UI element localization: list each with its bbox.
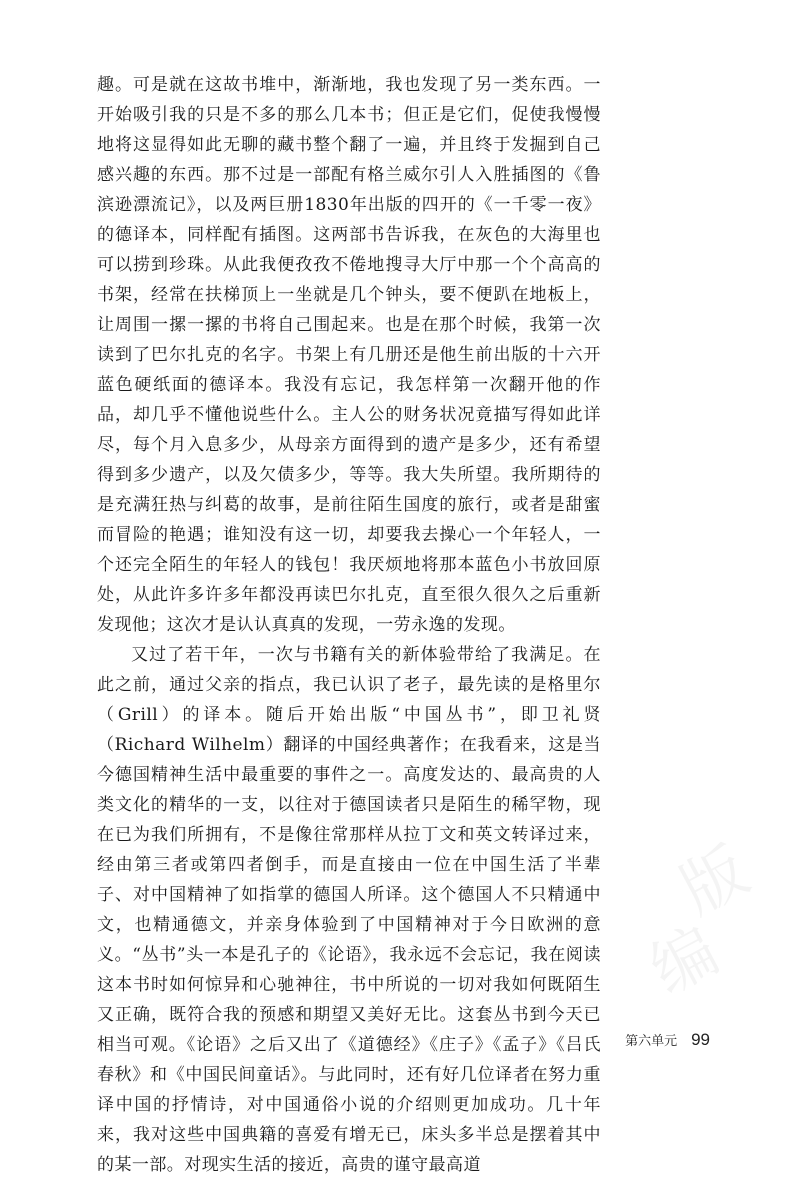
paragraph-continued: 趣。可是就在这故书堆中，渐渐地，我也发现了另一类东西。一开始吸引我的只是不多的那么几本书；但正是它们，促使我慢慢地将这显得如此无聊的藏书整个翻了一遍，并且终于发掘到自己感兴趣的东西。那不过是一部配有格兰威尔引人入胜插图的《鲁滨逊漂流记》，以及两巨册1830年出版的四开的《一千零一夜》的德译本，同样配有插图。这两部书告诉我，在灰色的大海里也可以捞到珍珠。从此我便孜孜不倦地搜寻大厅中那一个个高高的书架，经常在扶梯顶上一坐就是几个钟头，要不便趴在地板上，让周围一摞一摞的书将自己围起来。也是在那个时候，我第一次读到了巴尔扎克的名字。书架上有几册还是他生前出版的十六开蓝色硬纸面的德译本。我没有忘记，我怎样第一次翻开他的作品，却几乎不懂他说些什么。主人公的财务状况竟描写得如此详尽，每个月入息多少，从母亲方面得到的遗产是多少，还有希望得到多少遗产，以及欠债多少，等等。我大失所望。我所期待的是充满狂热与纠葛的故事，是前往陌生国度的旅行，或者是甜蜜而冒险的艳遇；谁知没有这一切，却要我去操心一个年轻人，一个还完全陌生的年轻人的钱包！我厌烦地将那本蓝色小书放回原处，从此许多许多年都没再读巴尔扎克，直至很久很久之后重新发现他；这次才是认认真真的发现，一劳永逸的发现。 <box>97 75 601 635</box>
unit-label: 第六单元 <box>625 1034 678 1049</box>
page-footer <box>625 1030 710 1050</box>
body-text <box>97 70 601 1180</box>
paragraph-new: 又过了若干年，一次与书籍有关的新体验带给了我满足。在此之前，通过父亲的指点，我已认识了老子，最先读的是格里尔（Grill）的译本。随后开始出版“中国丛书”，即卫礼贤（Richard Wilhelm）翻译的中国经典著作；在我看来，这是当今德国精神生活中最重要的事件之一。高度发达的、最高贵的人类文化的精华的一支，以往对于德国读者只是陌生的稀罕物，现在已为我们所拥有，不是像往常那样从拉丁文和英文转译过来，经由第三者或第四者倒手，而是直接由一位在中国生活了半辈子、对中国精神了如指掌的德国人所译。这个德国人不只精通中文，也精通德文，并亲身体验到了中国精神对于今日欧洲的意义。“丛书”头一本是孔子的《论语》，我永远不会忘记，我在阅读这本书时如何惊异和心驰神往，书中所说的一切对我如何既陌生又正确，既符合我的预感和期望又美好无比。这套丛书到今天已相当可观。《论语》之后又出了《道德经》《庄子》《孟子》《吕氏春秋》和《中国民间童话》。与此同时，还有好几位译者在努力重译中国的抒情诗，对中国通俗小说的介绍则更加成功。几十年来，我对这些中国典籍的喜爱有增无已，床头多半总是摆着其中的某一部。对现实生活的接近，高贵的谨守最高道 <box>97 645 601 1175</box>
page-number: 99 <box>691 1030 710 1049</box>
